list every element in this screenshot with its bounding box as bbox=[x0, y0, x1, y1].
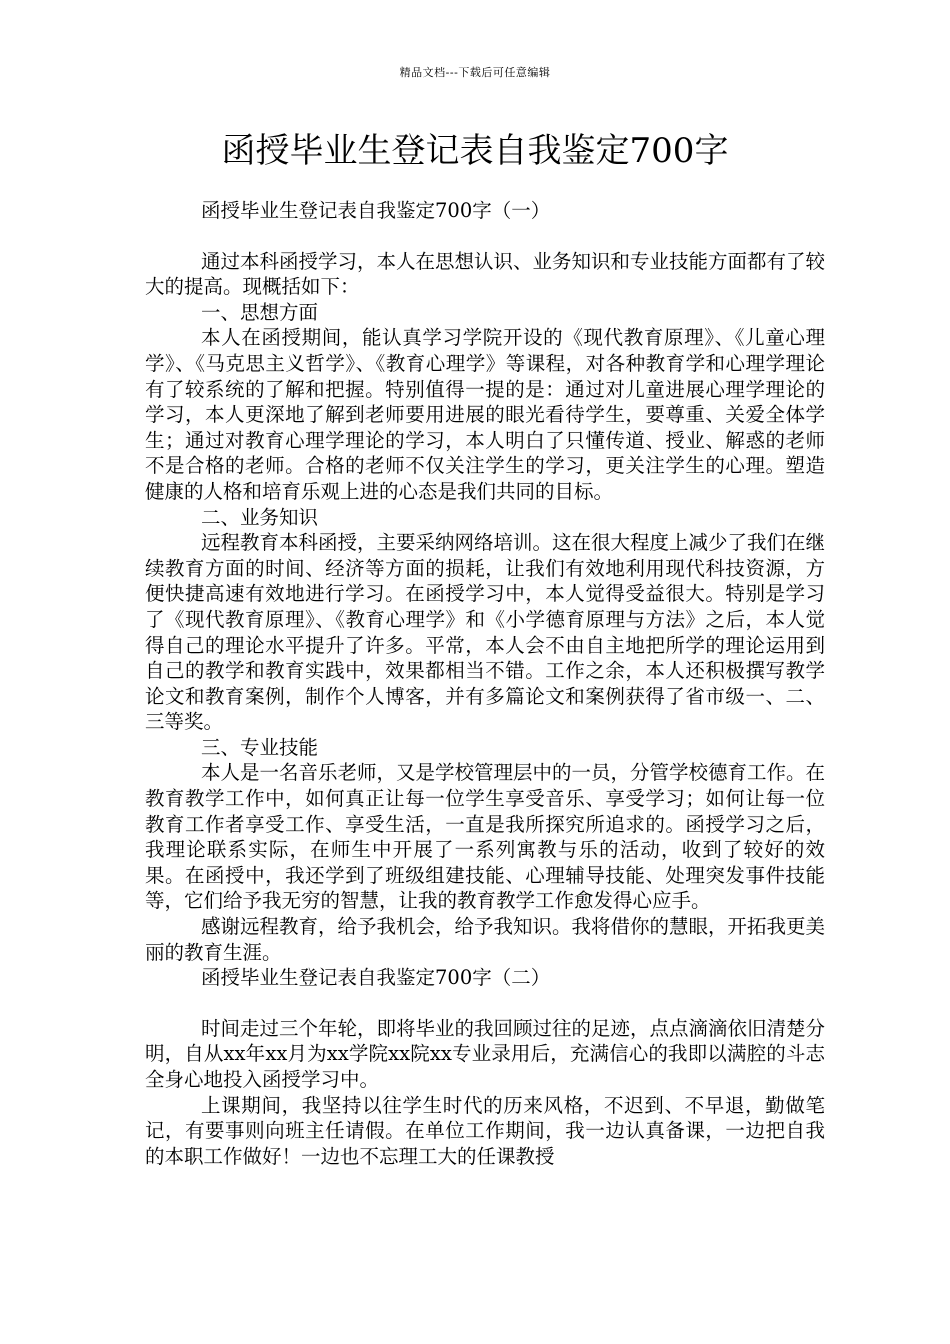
section-2-heading: 函授毕业生登记表自我鉴定700字（二） bbox=[201, 966, 551, 990]
heading-thought: 一、思想方面 bbox=[201, 300, 319, 324]
section-2-paragraph-2: 上课期间，我坚持以往学生时代的历来风格，不迟到、不早退，勤做笔记，有要事则向班主任请假。在单位工作期间，我一边认真备课，一边把自我的本职工作做好！一边也不忘理工大的任课教授 bbox=[145, 1093, 825, 1168]
blank-line bbox=[145, 991, 825, 1016]
paragraph-thanks: 感谢远程教育，给予我机会，给予我知识。我将借你的慧眼，开拓我更美丽的教育生涯。 bbox=[145, 915, 826, 964]
section-2-paragraph-1: 时间走过三个年轮，即将毕业的我回顾过往的足迹，点点滴滴依旧清楚分明，自从xx年xx月为xx学院xx院xx专业录用后，充满信心的我即以满腔的斗志全身心地投入函授学习中。 bbox=[145, 1016, 826, 1091]
document-title: 函授毕业生登记表自我鉴定700字 bbox=[221, 131, 729, 171]
paragraph-skills: 本人是一名音乐老师，又是学校管理层中的一员，分管学校德育工作。在教育教学工作中，如何真正让每一位学生享受音乐、享受学习；如何让每一位教育工作者享受工作、享受生活，一直是我所探究所追求的。函授学习之后，我理论联系实际，在师生中开展了一系列寓教与乐的活动，收到了较好的效果。在函授中，我还学到了班级组建技能、心理辅导技能、处理突发事件技能等，它们给予我无穷的智慧，让我的教育教学工作愈发得心应手。 bbox=[145, 761, 826, 913]
blank-line bbox=[145, 224, 825, 249]
heading-skills: 三、专业技能 bbox=[201, 735, 319, 759]
section-1-intro: 通过本科函授学习，本人在思想认识、业务知识和专业技能方面都有了较大的提高。现概括如下： bbox=[145, 249, 826, 299]
section-1-heading: 函授毕业生登记表自我鉴定700字（一） bbox=[201, 199, 551, 222]
paragraph-thought: 本人在函授期间，能认真学习学院开设的《现代教育原理》、《儿童心理学》、《马克思主义哲学》、《教育心理学》等课程，对各种教育学和心理学理论有了较系统的了解和把握。特别值得一提的是：通过对儿童进展心理学理论的学习，本人更深地了解到老师要用进展的眼光看待学生，要尊重、关爱全体学生；通过对教育心理学理论的学习，本人明白了只懂传道、授业、解惑的老师不是合格的老师。合格的老师不仅关注学生的学习，更关注学生的心理。塑造健康的人格和培育乐观上进的心态是我们共同的目标。 bbox=[145, 326, 825, 503]
paragraph-business: 远程教育本科函授，主要采纳网络培训。这在很大程度上减少了我们在继续教育方面的时间、经济等方面的损耗，让我们有效地利用现代科技资源，方便快捷高速有效地进行学习。在函授学习中，本人觉得受益很大。特别是学习了《现代教育原理》、《教育心理学》和《小学德育原理与方法》之后，本人觉得自己的理论水平提升了许多。平常，本人会不由自主地把所学的理论运用到自己的教学和教育实践中，效果都相当不错。工作之余，本人还积极撰写教学论文和教育案例，制作个人博客，并有多篇论文和案例获得了省市级一、二、三等奖。 bbox=[145, 531, 826, 734]
heading-business: 二、业务知识 bbox=[201, 505, 319, 529]
header-note: 精品文档---下载后可任意编辑 bbox=[399, 66, 551, 79]
document-body bbox=[145, 198, 825, 1169]
